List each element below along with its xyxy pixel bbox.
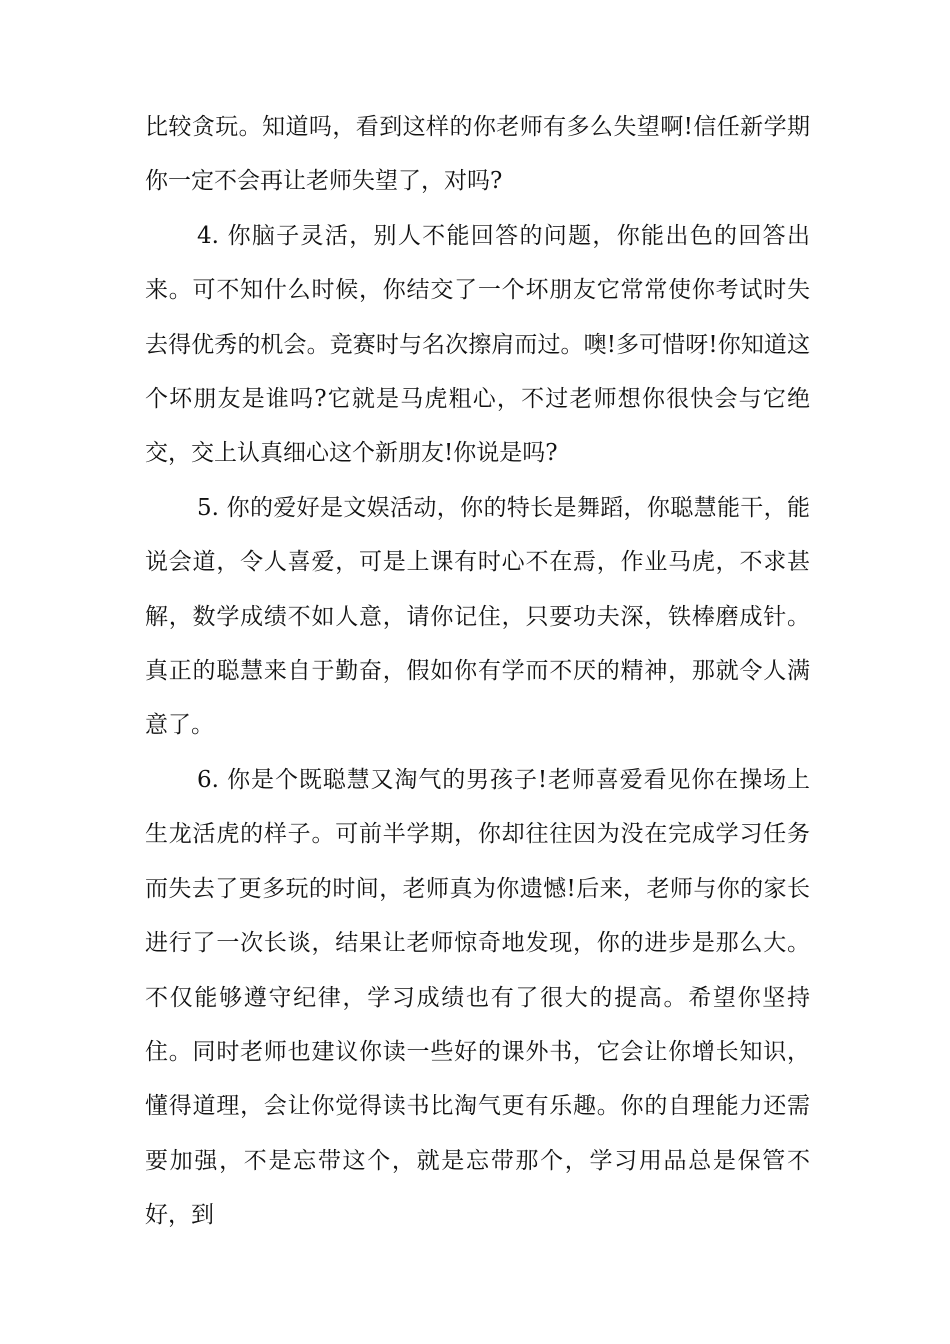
paragraph-item-4: 4. 你脑子灵活，别人不能回答的问题，你能出色的回答出来。可不知什么时候，你结交了一个坏朋友它常常使你考试时失去得优秀的机会。竞赛时与名次擦肩而过。噢!多可惜呀!你知道这个坏朋友是谁吗?它就是马虎粗心，不过老师想你很快会与它绝交，交上认真细心这个新朋友!你说是吗? xyxy=(145,222,810,467)
document-body xyxy=(145,100,810,1243)
paragraph-item-5: 5. 你的爱好是文娱活动，你的特长是舞蹈，你聪慧能干，能说会道，令人喜爱，可是上课有时心不在焉，作业马虎，不求甚解，数学成绩不如人意，请你记住，只要功夫深，铁棒磨成针。真正的聪慧来自于勤奋，假如你有学而不厌的精神，那就令人满意了。 xyxy=(145,494,810,739)
paragraph-item-6: 6. 你是个既聪慧又淘气的男孩子!老师喜爱看见你在操场上生龙活虎的样子。可前半学期，你却往往因为没在完成学习任务而失去了更多玩的时间，老师真为你遗憾!后来，老师与你的家长进行了一次长谈，结果让老师惊奇地发现，你的进步是那么大。不仅能够遵守纪律，学习成绩也有了很大的提高。希望你坚持住。同时老师也建议你读一些好的课外书，它会让你增长知识，懂得道理，会让你觉得读书比淘气更有乐趣。你的自理能力还需要加强，不是忘带这个，就是忘带那个，学习用品总是保管不好，到 xyxy=(145,766,810,1229)
paragraph-continuation: 比较贪玩。知道吗，看到这样的你老师有多么失望啊!信任新学期你一定不会再让老师失望了，对吗? xyxy=(145,114,810,195)
